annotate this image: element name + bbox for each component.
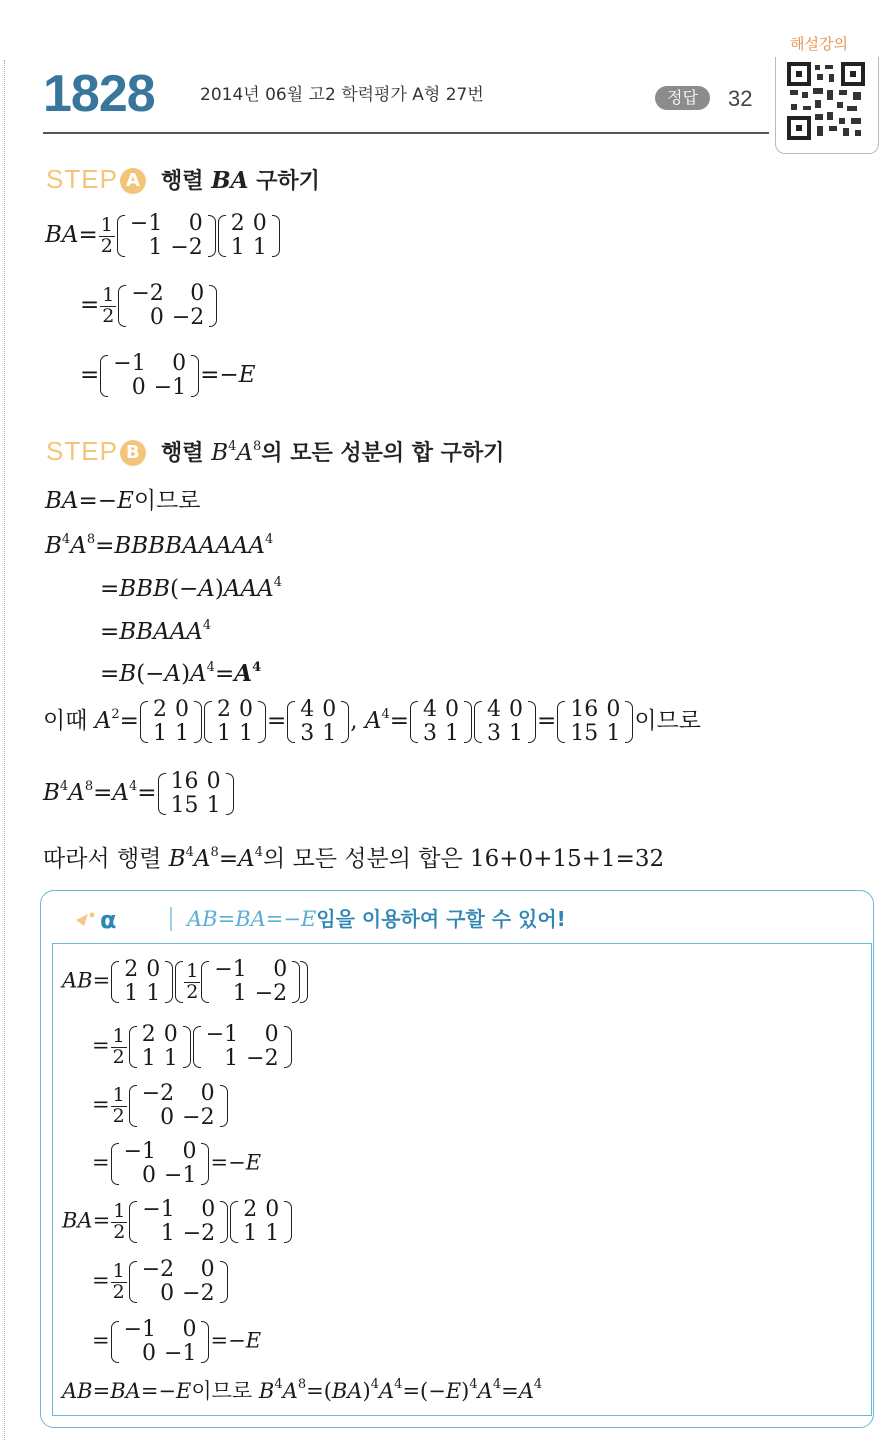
step-a-word: STEP bbox=[46, 164, 118, 194]
eq-b-line4: $=B(-A)A^4=A^4$ bbox=[100, 660, 262, 687]
tip-divider bbox=[170, 907, 172, 931]
answer-label: 정답 bbox=[655, 86, 710, 110]
margin-line bbox=[4, 60, 5, 1440]
step-a-heading bbox=[46, 166, 320, 194]
tip-ba-line1: BA= $\frac{1}{2}$ −1 0 1 −2 2 0 1 1 bbox=[62, 1198, 293, 1246]
step-a-title-suffix: 구하기 bbox=[248, 169, 320, 194]
eq-a-powers: 이때 $A^2=$ 2 0 1 1 2 0 1 1 = 4 0 3 1 , $A^4=$ 4 0 3 1 4 0 3 1 = 16 0 15 1 이므로 bbox=[43, 697, 701, 747]
tip-ba-line2: = $\frac{1}{2}$ −2 0 0 −2 bbox=[92, 1258, 229, 1306]
step-b-heading: STEP B 행렬 $B^4A^8$의 모든 성분의 합 구하기 bbox=[46, 436, 505, 466]
svg-text:α: α bbox=[100, 906, 117, 932]
step-b-word: STEP bbox=[46, 436, 118, 466]
eq-b-line3: $=BBAAA^4$ bbox=[100, 618, 212, 645]
tip-ba-line3: = −1 0 0 −1 =−E bbox=[92, 1317, 262, 1367]
step-a-title-math: BA bbox=[211, 167, 249, 194]
tip-ab-line1: AB= 2 0 1 1 $\frac{1}{2}$ −1 0 1 −2 bbox=[62, 958, 309, 1006]
eq-b-line2: $=BBB(-A)AAA^4$ bbox=[100, 575, 282, 602]
eq-a-line3: = −1 0 0 −1 =−E bbox=[80, 351, 256, 401]
eq-a-line1: BA= $\frac{1}{2}$ −1 0 1 −2 2 0 1 1 bbox=[45, 212, 281, 260]
step-a-letter: A bbox=[120, 168, 146, 194]
tip-conclusion: AB=BA=−E이므로 $B^4A^8=(BA)^4A^4=(-E)^4A^4=A^4$ bbox=[62, 1377, 543, 1403]
conclusion-sum: 16+0+15+1=32 bbox=[470, 846, 665, 872]
eq-b-result: $B^4A^8=A^4=$ 16 0 15 1 bbox=[43, 770, 235, 818]
conclusion-prefix: 따라서 행렬 bbox=[43, 846, 162, 872]
tip-title bbox=[187, 909, 566, 930]
conclusion-middle: 의 모든 성분의 합은 bbox=[263, 846, 463, 872]
imeuro-2: 이므로 bbox=[634, 708, 701, 735]
qr-code-icon[interactable] bbox=[787, 62, 865, 140]
step-b-title-prefix: 행렬 bbox=[161, 441, 212, 466]
eq-b-line1: $B^4A^8=BBBBAAAAA^4$ bbox=[45, 532, 274, 559]
problem-number: 1828 bbox=[43, 65, 155, 123]
alpha-tip-icon bbox=[72, 906, 132, 932]
ittae-label: 이때 bbox=[43, 708, 88, 735]
eq-b-ba: BA=−E이므로 bbox=[45, 488, 201, 514]
tip-title-text: 임을 이용하여 구할 수 있어! bbox=[316, 907, 566, 931]
imeuro-3: 이므로 bbox=[191, 1379, 253, 1403]
conclusion-line: 따라서 행렬 $B^4A^8=A^4$의 모든 성분의 합은 16+0+15+1=32 bbox=[43, 845, 665, 872]
tip-ab-line2: = $\frac{1}{2}$ 2 0 1 1 −1 0 1 −2 bbox=[92, 1023, 293, 1071]
header-divider bbox=[43, 132, 769, 134]
answer-value: 32 bbox=[728, 86, 753, 111]
step-a-title-prefix: 행렬 bbox=[161, 169, 212, 194]
problem-source: 2014년 06월 고2 학력평가 A형 27번 bbox=[200, 85, 484, 105]
step-b-letter: B bbox=[120, 440, 146, 466]
eq-a-line2: = $\frac{1}{2}$ −2 0 0 −2 bbox=[80, 282, 218, 330]
lecture-label: 해설강의 bbox=[790, 35, 848, 53]
step-b-title-suffix: 의 모든 성분의 합 구하기 bbox=[261, 441, 505, 466]
imeuro-1: 이므로 bbox=[133, 488, 201, 514]
tip-ab-line3: = $\frac{1}{2}$ −2 0 0 −2 bbox=[92, 1082, 229, 1130]
tip-ab-line4: = −1 0 0 −1 =−E bbox=[92, 1139, 262, 1189]
tip-title-math: AB=BA=−E bbox=[187, 907, 317, 931]
